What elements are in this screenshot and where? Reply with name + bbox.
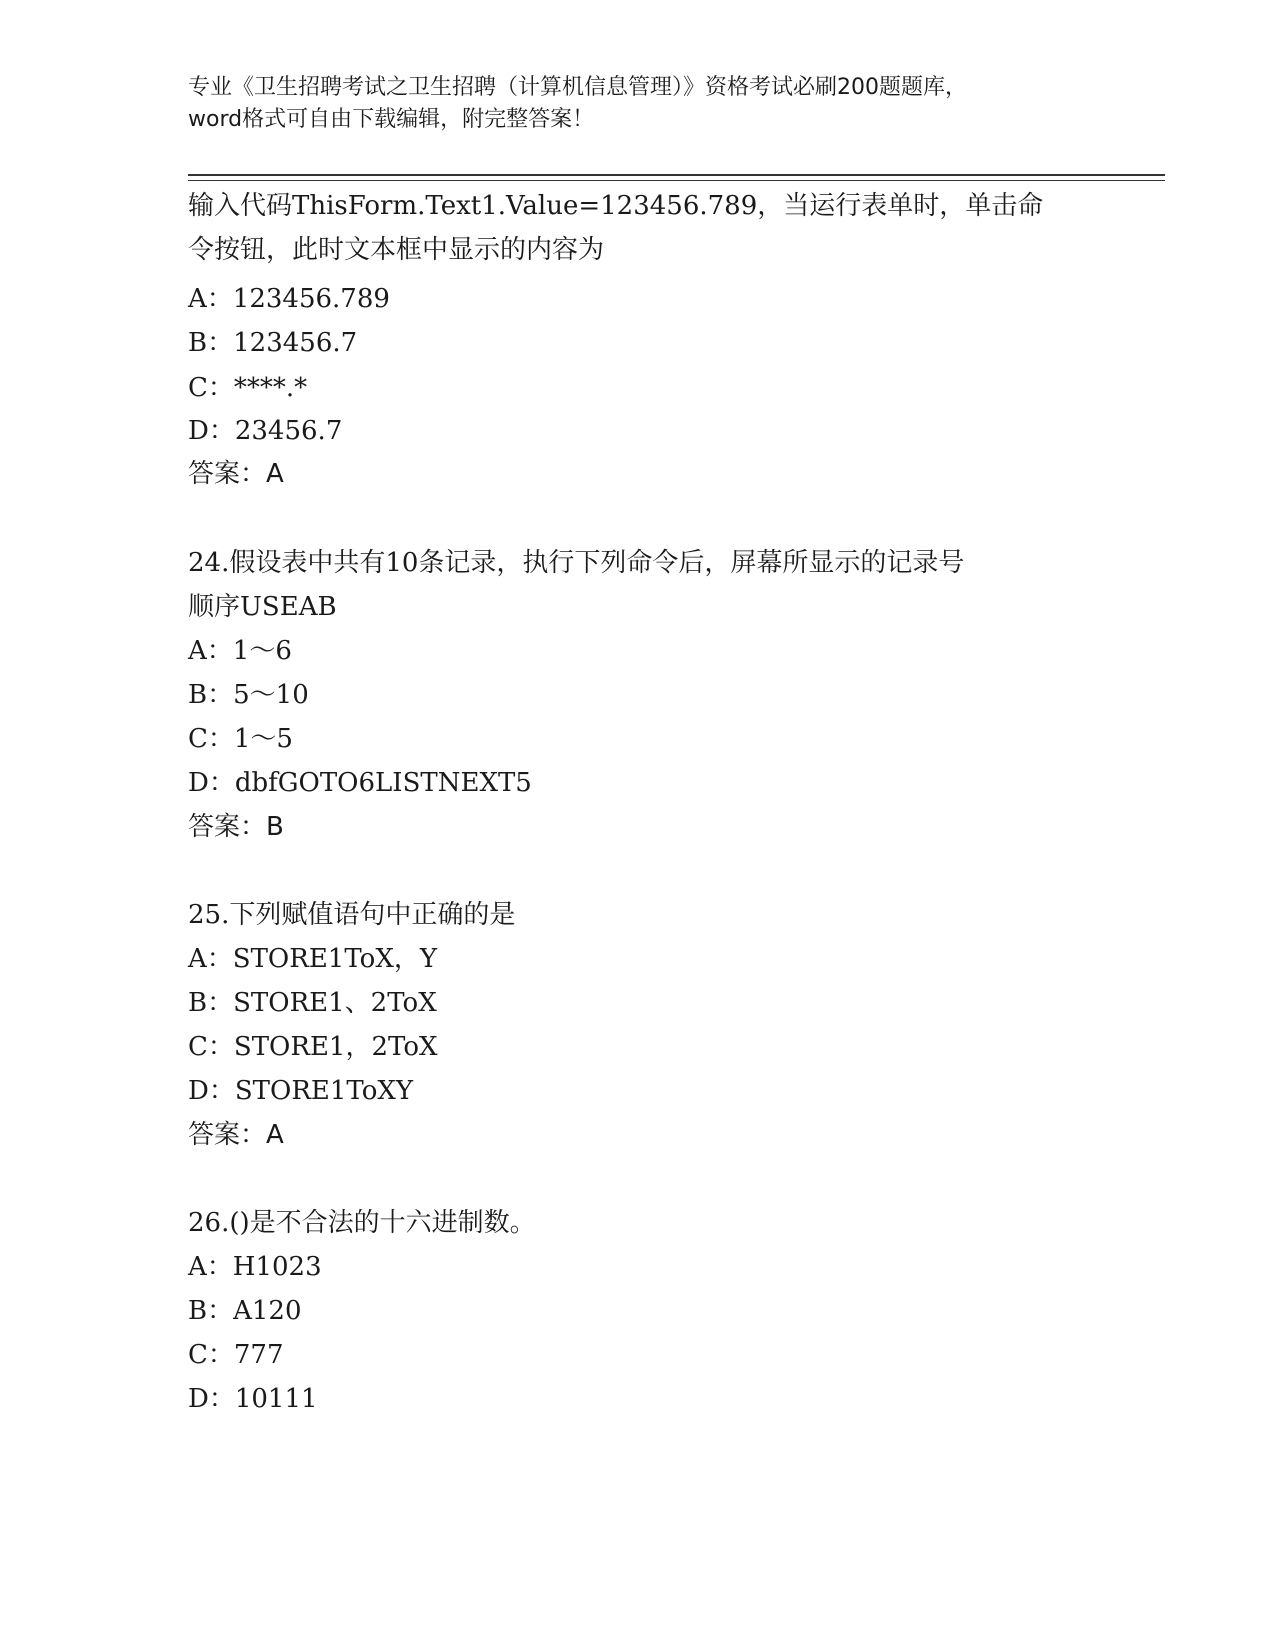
option-a: A：123456.789	[188, 284, 390, 314]
header-title-line-2: word格式可自由下载编辑，附完整答案！	[188, 107, 595, 132]
option-d: D：dbfGOTO6LISTNEXT5	[188, 768, 532, 798]
option-a: A：STORE1ToX，Y	[188, 944, 437, 974]
option-d: D：23456.7	[188, 416, 343, 446]
question-stem: 令按钮，此时文本框中显示的内容为	[188, 235, 605, 265]
question-stem: 25.下列赋值语句中正确的是	[188, 900, 516, 930]
option-a: A：1～6	[188, 636, 292, 666]
option-c: C：****.*	[188, 373, 308, 403]
answer-key: 答案：B	[188, 812, 284, 842]
answer-key: 答案：A	[188, 1120, 284, 1150]
option-d: D：STORE1ToXY	[188, 1076, 414, 1106]
option-b: B：123456.7	[188, 328, 358, 358]
header-title-line-1: 专业《卫生招聘考试之卫生招聘（计算机信息管理）》资格考试必刷200题题库，	[188, 75, 967, 100]
option-b: B：5～10	[188, 680, 309, 710]
option-b: B：STORE1、2ToX	[188, 988, 437, 1018]
option-c: C：1～5	[188, 724, 293, 754]
question-stem: 顺序USEAB	[188, 592, 337, 622]
option-d: D：10111	[188, 1384, 318, 1414]
divider-double-top	[188, 174, 1165, 176]
option-b: B：A120	[188, 1296, 302, 1326]
question-stem: 输入代码ThisForm.Text1.Value=123456.789，当运行表单时，单击命	[188, 191, 1044, 221]
option-c: C：777	[188, 1340, 284, 1370]
option-a: A：H1023	[188, 1252, 322, 1282]
question-stem: 26.()是不合法的十六进制数。	[188, 1208, 536, 1238]
answer-key: 答案：A	[188, 459, 284, 489]
question-stem: 24.假设表中共有10条记录，执行下列命令后，屏幕所显示的记录号	[188, 548, 965, 578]
option-c: C：STORE1，2ToX	[188, 1032, 438, 1062]
divider-double-bottom	[188, 180, 1165, 181]
